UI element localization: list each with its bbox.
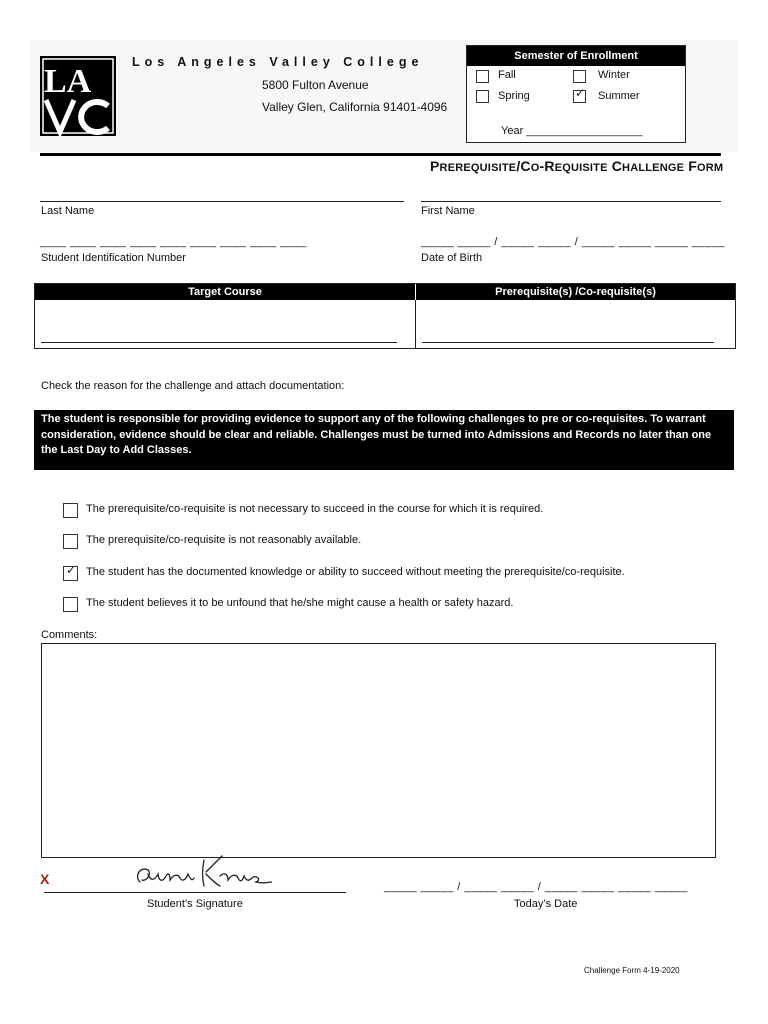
address-line-2: Valley Glen, California 91401-4096	[262, 100, 448, 114]
header-rule	[40, 153, 721, 156]
reason-4-checkbox[interactable]	[63, 597, 78, 612]
spring-label: Spring	[498, 90, 530, 102]
prerequisite-header: Prerequisite(s) /Co-requisite(s)	[416, 284, 735, 300]
spring-checkbox[interactable]	[476, 90, 489, 103]
summer-label: Summer	[598, 90, 640, 102]
svg-text:LA: LA	[44, 63, 92, 100]
handwritten-signature	[132, 852, 272, 892]
reason-3-label: The student has the documented knowledge or ability to succeed without meeting the prerequisite/co-requisite.	[86, 566, 625, 578]
reason-3-checkbox[interactable]	[63, 563, 78, 581]
first-name-input[interactable]	[421, 201, 721, 202]
prerequisite-input[interactable]	[422, 342, 714, 343]
todays-date-input[interactable]: _____ _____ / _____ _____ / _____ _____ _____ _____	[384, 881, 688, 893]
check-icon: ✓	[66, 563, 77, 577]
form-title: PREREQUISITE/CO-REQUISITE CHALLENGE FORM	[430, 158, 724, 174]
instructions-text: Check the reason for the challenge and attach documentation:	[41, 380, 345, 392]
semester-heading: Semester of Enrollment	[467, 46, 685, 66]
date-of-birth-input[interactable]: _____ _____ / _____ _____ / _____ _____ _____ _____	[421, 236, 725, 248]
comments-textarea[interactable]	[41, 643, 716, 858]
college-name: Los Angeles Valley College	[132, 55, 424, 69]
reason-2-checkbox[interactable]	[63, 534, 78, 549]
reason-4-label: The student believes it to be unfound that he/she might cause a health or safety hazard.	[86, 597, 514, 609]
target-course-header: Target Course	[35, 284, 415, 300]
todays-date-label: Today’s Date	[514, 898, 578, 910]
course-table	[34, 283, 736, 349]
lavc-logo	[40, 56, 116, 136]
fall-checkbox[interactable]	[476, 70, 489, 83]
first-name-label: First Name	[421, 205, 475, 217]
reason-2-label: The prerequisite/co-requisite is not reasonably available.	[86, 534, 362, 546]
check-icon: ✓	[575, 86, 586, 100]
notice-banner: The student is responsible for providing evidence to support any of the following challenges to pre or co-requisites. To warrant consideration, evidence should be clear and reliable. Challenges must be turned into Admissions and Records no later than one the Last Day to Add Classes.	[34, 410, 734, 470]
signature-label: Student’s Signature	[147, 898, 243, 910]
target-course-input[interactable]	[41, 342, 397, 343]
winter-checkbox[interactable]	[573, 70, 586, 83]
reason-1-label: The prerequisite/co-requisite is not necessary to succeed in the course for which it is required.	[86, 503, 544, 515]
signature-x-mark: X	[40, 871, 50, 887]
year-field[interactable]: Year ___________________	[501, 125, 643, 137]
form-version-footer: Challenge Form 4-19-2020	[584, 966, 680, 975]
reason-1-checkbox[interactable]	[63, 503, 78, 518]
student-id-input[interactable]: ____ ____ ____ ____ ____ ____ ____ ____ ____	[40, 236, 307, 248]
last-name-input[interactable]	[40, 201, 404, 202]
table-divider	[415, 300, 416, 348]
summer-checkbox[interactable]	[573, 86, 586, 103]
address-line-1: 5800 Fulton Avenue	[262, 78, 369, 92]
fall-label: Fall	[498, 69, 516, 81]
signature-line[interactable]	[44, 892, 346, 893]
date-of-birth-label: Date of Birth	[421, 252, 483, 264]
comments-label: Comments:	[41, 629, 98, 641]
last-name-label: Last Name	[41, 205, 95, 217]
student-id-label: Student Identification Number	[41, 252, 186, 264]
semester-box	[466, 45, 686, 143]
winter-label: Winter	[598, 69, 630, 81]
